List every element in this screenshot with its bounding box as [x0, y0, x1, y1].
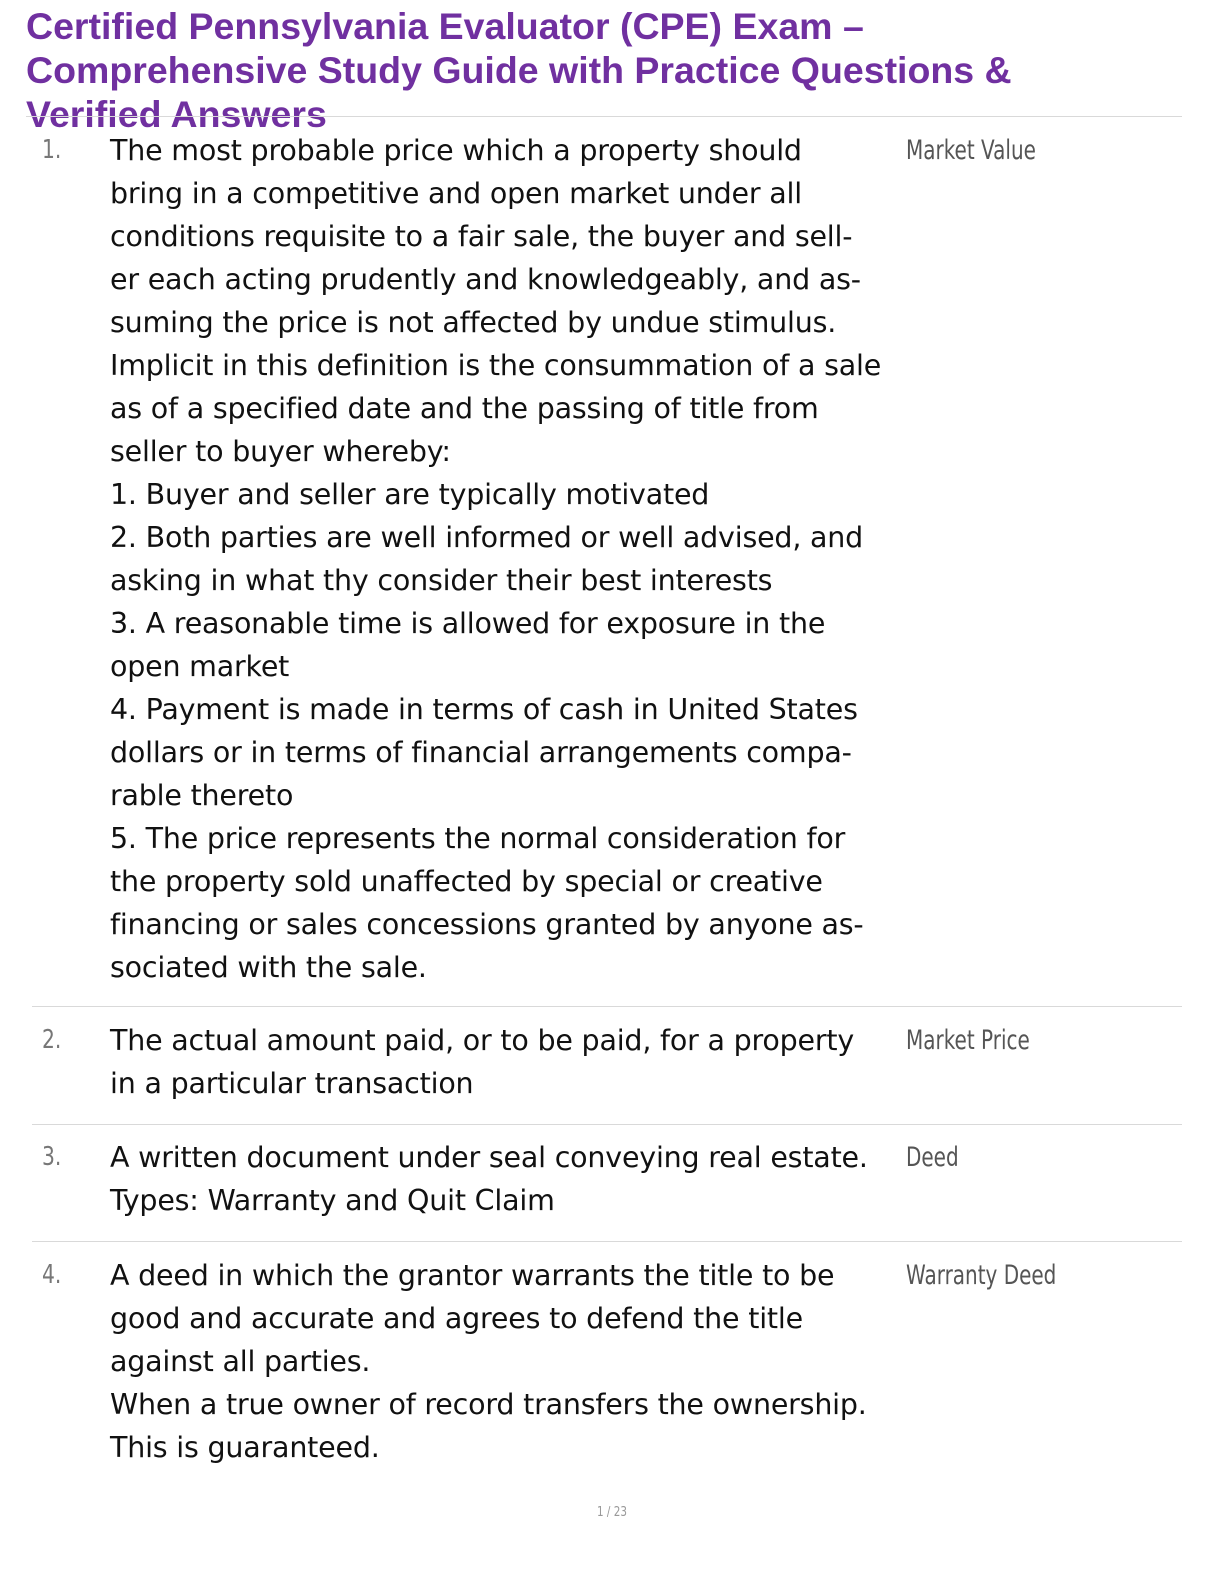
flashcard	[32, 129, 1182, 1009]
flashcard	[32, 1019, 1182, 1127]
card-question	[110, 1254, 905, 1469]
question-line: When a true owner of record transfers the ownership.	[110, 1388, 867, 1421]
title-line: Comprehensive Study Guide with Practice Questions &	[26, 49, 1012, 91]
card-number: 4.	[42, 1260, 62, 1290]
card-number: 3.	[42, 1142, 62, 1172]
question-line: This is guaranteed.	[110, 1431, 380, 1464]
card-answer: Deed	[906, 1142, 959, 1173]
card-number: 2.	[42, 1025, 62, 1055]
flashcard	[32, 1254, 1182, 1474]
question-line: sociated with the sale.	[110, 951, 427, 984]
card-divider	[32, 1241, 1182, 1242]
card-question	[110, 1136, 905, 1222]
question-line: conditions requisite to a fair sale, the buyer and sell-	[110, 220, 853, 253]
question-line: seller to buyer whereby:	[110, 435, 451, 468]
question-line: Implicit in this definition is the consummation of a sale	[110, 349, 882, 382]
question-line: The most probable price which a property should	[110, 134, 802, 167]
card-question	[110, 129, 905, 989]
question-line: Types: Warranty and Quit Claim	[110, 1184, 555, 1217]
question-line: suming the price is not affected by undue stimulus.	[110, 306, 837, 339]
question-line: in a particular transaction	[110, 1067, 474, 1100]
question-line: dollars or in terms of financial arrangements compa-	[110, 736, 852, 769]
question-line: the property sold unaffected by special or creative	[110, 865, 823, 898]
card-number: 1.	[42, 135, 62, 165]
question-line: asking in what thy consider their best interests	[110, 564, 773, 597]
title-line: Certified Pennsylvania Evaluator (CPE) Exam –	[26, 5, 864, 47]
question-line: bring in a competitive and open market under all	[110, 177, 802, 210]
page-number: 1 / 23	[597, 1505, 627, 1520]
question-line: against all parties.	[110, 1345, 371, 1378]
question-line: A written document under seal conveying real estate.	[110, 1141, 868, 1174]
flashcard	[32, 1136, 1182, 1244]
question-line: 4. Payment is made in terms of cash in United States	[110, 693, 858, 726]
question-line: The actual amount paid, or to be paid, for a property	[110, 1024, 855, 1057]
card-answer: Warranty Deed	[906, 1260, 1057, 1291]
question-line: 1. Buyer and seller are typically motivated	[110, 478, 710, 511]
question-line: A deed in which the grantor warrants the title to be	[110, 1259, 835, 1292]
card-answer: Market Value	[906, 135, 1036, 166]
title-divider	[26, 116, 1182, 117]
question-line: rable thereto	[110, 779, 294, 812]
title-line: Verified Answers	[26, 93, 327, 135]
card-divider	[32, 1006, 1182, 1007]
card-question	[110, 1019, 905, 1105]
question-line: good and accurate and agrees to defend the title	[110, 1302, 803, 1335]
question-line: 3. A reasonable time is allowed for exposure in the	[110, 607, 826, 640]
question-line: open market	[110, 650, 290, 683]
card-divider	[32, 1124, 1182, 1125]
question-line: 5. The price represents the normal consideration for	[110, 822, 846, 855]
question-line: er each acting prudently and knowledgeably, and as-	[110, 263, 861, 296]
question-line: financing or sales concessions granted by anyone as-	[110, 908, 864, 941]
question-line: 2. Both parties are well informed or well advised, and	[110, 521, 864, 554]
card-answer: Market Price	[906, 1025, 1030, 1056]
question-line: as of a specified date and the passing of title from	[110, 392, 819, 425]
